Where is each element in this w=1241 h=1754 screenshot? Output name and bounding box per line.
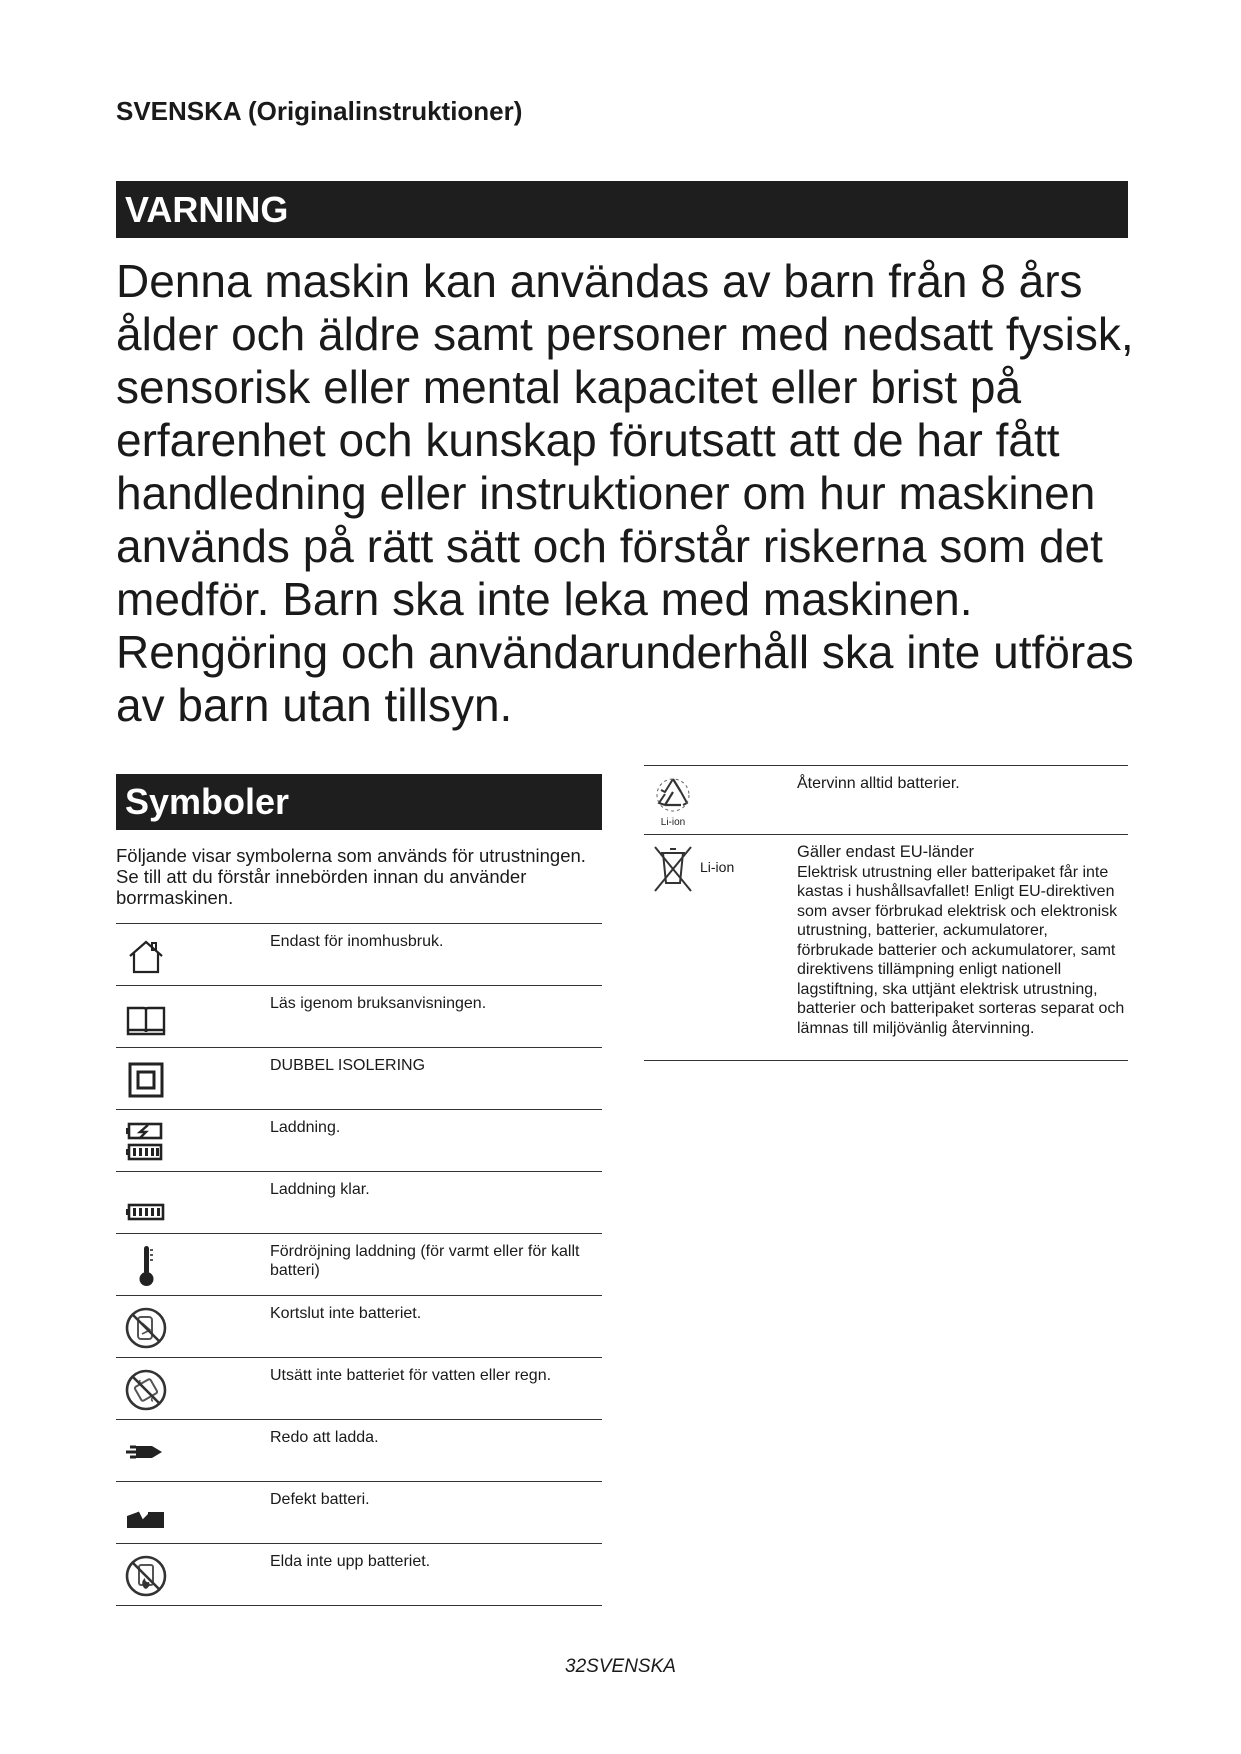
- warning-heading: VARNING: [116, 181, 1128, 238]
- symbol-text: Defekt batteri.: [270, 1491, 370, 1508]
- weee-body: Elektrisk utrustning eller batteripaket får inte kastas i hushållsavfallet! Enligt EU-direktiven som avser förbrukad elektrisk och elektronisk utrustning, batterier, ackumulatorer, förbrukade batterier och ackumulatorer, samt direktivens tillämpning enligt nationell lagstiftning, ska uttjänt elektrisk utrustning, batterier och batteripaket sorteras separat och lämnas till miljövänlig återvinning.: [797, 863, 1125, 1037]
- symbol-row: [116, 1234, 602, 1296]
- no-short-circuit-icon: [124, 1306, 168, 1350]
- symbol-row: [116, 1048, 602, 1110]
- recycle-row: [644, 766, 1128, 835]
- symbol-text: DUBBEL ISOLERING: [270, 1057, 426, 1074]
- symbol-text: Redo att ladda.: [270, 1429, 379, 1446]
- symbols-heading: Symboler: [116, 774, 602, 830]
- book-icon: [124, 996, 168, 1040]
- symbol-row: [116, 986, 602, 1048]
- no-fire-icon: [124, 1554, 168, 1598]
- battery-charging-icon: [124, 1120, 168, 1164]
- symbols-table: [116, 923, 602, 1606]
- symbol-text: Endast för inomhusbruk.: [270, 933, 444, 950]
- symbol-text: Utsätt inte batteriet för vatten eller regn.: [270, 1367, 552, 1384]
- symbol-row: [116, 1296, 602, 1358]
- plug-icon: [124, 1430, 168, 1474]
- symbol-row: [116, 1358, 602, 1420]
- page-footer: 32SVENSKA: [565, 1656, 676, 1677]
- weee-icon-label: Li-ion: [700, 859, 735, 875]
- symbol-row: [116, 1544, 602, 1606]
- symbol-row: [116, 1482, 602, 1544]
- warning-text: Denna maskin kan användas av barn från 8 års ålder och äldre samt personer med nedsatt fysisk, sensorisk eller mental kapacitet eller brist på erfarenhet och kunskap förutsatt att de har fått handledning eller instruktioner om hur maskinen används på rätt sätt och förstår riskerna som det medför. Barn ska inte leka med maskinen. Rengöring och användarunderhåll ska inte utföras av barn utan tillsyn.: [116, 255, 1134, 731]
- symbol-row: [116, 1420, 602, 1482]
- symbol-text: Fördröjning laddning (för varmt eller för kallt batteri): [270, 1243, 580, 1279]
- symbols-intro: Följande visar symbolerna som används för utrustningen. Se till att du förstår innebörden innan du använder borrmaskinen.: [116, 845, 586, 908]
- weee-title: Gäller endast EU-länder: [797, 843, 975, 861]
- symbol-row: [116, 1172, 602, 1234]
- defective-battery-icon: [124, 1492, 168, 1536]
- recycle-icon-label: Li-ion: [660, 817, 686, 828]
- recycle-icon: [652, 774, 694, 828]
- page-header: SVENSKA (Originalinstruktioner): [116, 96, 523, 126]
- house-icon: [124, 934, 168, 978]
- thermometer-icon: [124, 1244, 168, 1288]
- symbol-row: [116, 1110, 602, 1172]
- no-water-icon: [124, 1368, 168, 1412]
- battery-full-icon: [124, 1182, 168, 1226]
- weee-row: [644, 835, 1128, 1061]
- symbol-text: Elda inte upp batteriet.: [270, 1553, 431, 1570]
- weee-text: [797, 843, 1127, 1038]
- symbol-text: Läs igenom bruksanvisningen.: [270, 995, 487, 1012]
- double-insulation-icon: [124, 1058, 168, 1102]
- disposal-table: [644, 765, 1128, 1061]
- symbol-text: Laddning.: [270, 1119, 341, 1136]
- crossed-bin-icon: [652, 843, 694, 897]
- symbol-text: Kortslut inte batteriet.: [270, 1305, 422, 1322]
- symbol-row: [116, 924, 602, 986]
- recycle-text: Återvinn alltid batterier.: [797, 775, 960, 792]
- symbol-text: Laddning klar.: [270, 1181, 370, 1198]
